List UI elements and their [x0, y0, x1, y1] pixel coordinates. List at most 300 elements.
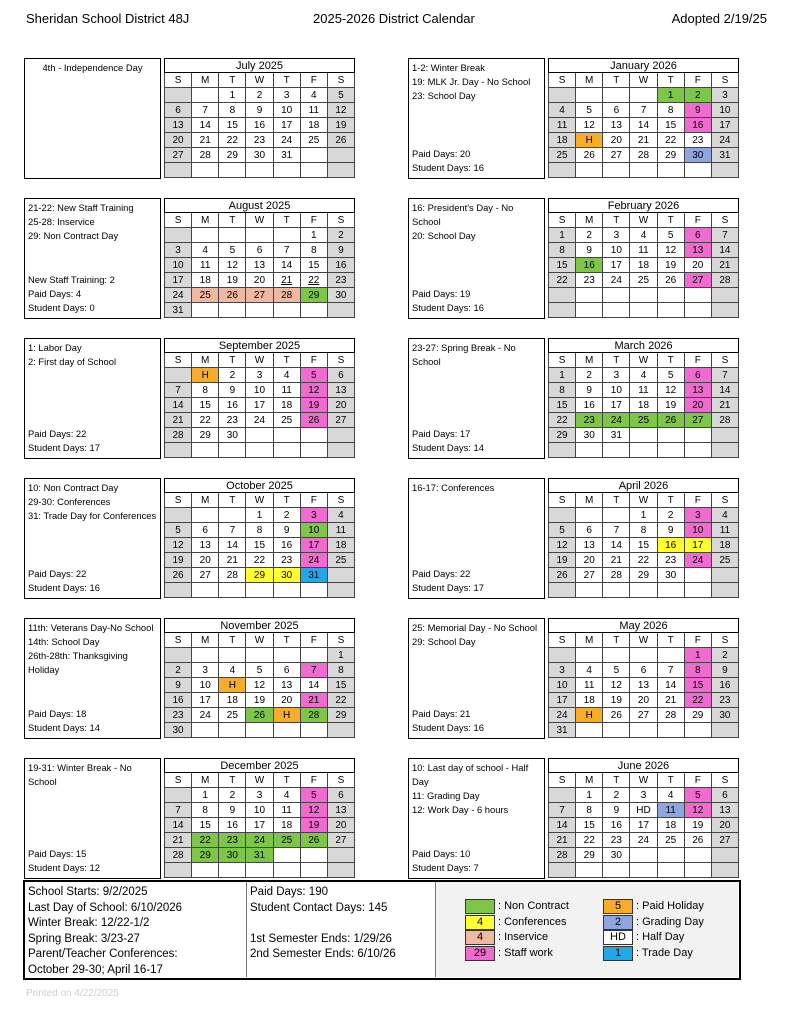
event-list	[28, 341, 157, 369]
day-cell: 19	[219, 273, 246, 288]
day-cell: 20	[684, 258, 711, 273]
day-cell: 22	[192, 413, 219, 428]
day-cell: 5	[657, 368, 684, 383]
day-cell: 16	[246, 118, 273, 133]
weekday-label: S	[711, 633, 738, 648]
day-cell: 23	[273, 553, 300, 568]
day-cell	[549, 303, 576, 318]
event-list	[28, 201, 157, 243]
day-cell: 2	[576, 228, 603, 243]
weekday-label: M	[192, 73, 219, 88]
district-name: Sheridan School District 48J	[26, 11, 190, 26]
day-cell	[630, 88, 657, 103]
day-cell: 10	[246, 803, 273, 818]
day-cell	[300, 428, 327, 443]
day-cell: 18	[630, 398, 657, 413]
weekday-label: S	[549, 73, 576, 88]
day-cell	[327, 148, 354, 163]
event-item: 2: First day of School	[28, 356, 117, 367]
day-cell	[192, 303, 219, 318]
day-cell: 8	[192, 383, 219, 398]
weekday-label: F	[684, 633, 711, 648]
day-cell: 26	[684, 833, 711, 848]
day-cell: 30	[246, 148, 273, 163]
day-cell: 12	[549, 538, 576, 553]
day-cell: 1	[657, 88, 684, 103]
day-cell: 3	[300, 508, 327, 523]
day-cell: 8	[300, 243, 327, 258]
day-cell	[300, 163, 327, 178]
weekday-label: T	[273, 353, 300, 368]
day-cell: 20	[246, 273, 273, 288]
day-cell: 8	[327, 663, 354, 678]
weekday-label: M	[192, 773, 219, 788]
day-cell: 15	[630, 538, 657, 553]
day-cell: 11	[630, 383, 657, 398]
weekday-label: S	[327, 773, 354, 788]
day-cell	[657, 163, 684, 178]
day-cell: 22	[549, 273, 576, 288]
weekday-label: S	[165, 353, 192, 368]
day-cell: 19	[300, 398, 327, 413]
day-cell	[657, 428, 684, 443]
day-cell: 27	[711, 833, 738, 848]
week-row	[549, 568, 739, 583]
week-row	[549, 428, 739, 443]
weekday-label: T	[603, 73, 630, 88]
day-cell	[630, 163, 657, 178]
event-item: 23: School Day	[412, 90, 476, 101]
day-cell: 4	[576, 663, 603, 678]
legend-label: : Non Contract	[498, 900, 569, 912]
event-item: 10: Non Contract Day	[28, 482, 119, 493]
day-cell	[273, 228, 300, 243]
day-cell: 1	[219, 88, 246, 103]
day-cell	[165, 88, 192, 103]
day-cell	[549, 583, 576, 598]
day-cell: 18	[657, 818, 684, 833]
day-cell: 1	[576, 788, 603, 803]
day-cell	[273, 863, 300, 878]
weekday-label: W	[630, 633, 657, 648]
weekday-label: T	[657, 353, 684, 368]
day-cell: 6	[630, 663, 657, 678]
day-cell: 27	[684, 413, 711, 428]
day-cell: 21	[549, 833, 576, 848]
weekday-header	[549, 353, 739, 368]
day-cell: HD	[630, 803, 657, 818]
week-row	[165, 118, 355, 133]
day-cell: 2	[219, 788, 246, 803]
week-row	[165, 693, 355, 708]
month-stats	[28, 273, 115, 315]
day-cell	[711, 303, 738, 318]
day-cell	[192, 863, 219, 878]
day-cell: 17	[603, 258, 630, 273]
day-cell	[246, 303, 273, 318]
day-cell	[603, 863, 630, 878]
weekday-header	[549, 633, 739, 648]
day-cell: 15	[327, 678, 354, 693]
day-cell	[684, 303, 711, 318]
day-cell: 8	[192, 803, 219, 818]
month-title: April 2026	[549, 479, 739, 493]
day-cell: 2	[165, 663, 192, 678]
day-cell	[549, 863, 576, 878]
day-cell: 30	[165, 723, 192, 738]
day-cell: 21	[192, 133, 219, 148]
weekday-label: T	[219, 773, 246, 788]
day-cell: 13	[273, 678, 300, 693]
weekday-label: W	[246, 633, 273, 648]
month-title: July 2025	[165, 59, 355, 73]
day-cell	[192, 443, 219, 458]
day-cell: 3	[246, 788, 273, 803]
day-cell: 15	[549, 258, 576, 273]
weekday-label: T	[219, 213, 246, 228]
day-cell: 21	[711, 258, 738, 273]
day-cell: 26	[657, 413, 684, 428]
day-cell	[273, 583, 300, 598]
key-date: October 29-30; April 16-17	[28, 963, 163, 976]
day-cell: 17	[246, 818, 273, 833]
printed-date: Printed on 4/22/2025	[26, 988, 119, 999]
event-item: 23-27: Spring Break - No School	[412, 342, 516, 367]
event-item: 14th: School Day	[28, 636, 100, 647]
weekday-label: S	[327, 73, 354, 88]
day-cell: 3	[246, 368, 273, 383]
weekday-label: T	[219, 73, 246, 88]
total-line	[250, 916, 432, 932]
day-cell: 30	[576, 428, 603, 443]
day-cell	[273, 303, 300, 318]
weekday-label: W	[246, 353, 273, 368]
notes-march-2026	[408, 338, 545, 459]
week-row	[549, 693, 739, 708]
day-cell: 12	[684, 803, 711, 818]
weekday-label: T	[657, 633, 684, 648]
weekday-label: F	[300, 73, 327, 88]
weekday-label: S	[711, 493, 738, 508]
week-row	[165, 243, 355, 258]
weekday-label: S	[165, 213, 192, 228]
week-row	[165, 708, 355, 723]
weekday-label: S	[327, 353, 354, 368]
month-stats	[28, 847, 100, 875]
day-cell: 5	[219, 243, 246, 258]
event-item: 12: Work Day - 6 hours	[412, 804, 509, 815]
day-cell: 11	[273, 383, 300, 398]
weekday-label: T	[603, 633, 630, 648]
day-cell	[711, 583, 738, 598]
day-cell: 13	[630, 678, 657, 693]
day-cell: 7	[192, 103, 219, 118]
day-cell: 20	[165, 133, 192, 148]
day-cell: 17	[684, 538, 711, 553]
legend-label: : Staff work	[498, 946, 553, 959]
day-cell	[165, 443, 192, 458]
weekday-label: W	[630, 493, 657, 508]
weekday-label: T	[603, 773, 630, 788]
event-item: 1-2: Winter Break	[412, 62, 485, 73]
day-cell: 8	[684, 663, 711, 678]
weekday-label: F	[300, 493, 327, 508]
key-dates	[25, 882, 247, 977]
day-cell: 21	[165, 413, 192, 428]
event-item: 25-28: Inservice	[28, 216, 95, 227]
day-cell	[684, 723, 711, 738]
day-cell	[630, 428, 657, 443]
day-cell	[630, 303, 657, 318]
day-cell: 1	[327, 648, 354, 663]
month-table	[164, 338, 355, 458]
day-cell: 16	[327, 258, 354, 273]
day-cell: 4	[192, 243, 219, 258]
day-cell: 18	[219, 693, 246, 708]
day-cell	[576, 583, 603, 598]
day-cell: 13	[603, 118, 630, 133]
day-cell: 7	[165, 803, 192, 818]
week-row	[165, 523, 355, 538]
stat-item: Student Days: 17	[28, 442, 100, 453]
month-stats	[412, 567, 484, 595]
day-cell: 4	[711, 508, 738, 523]
day-cell: 16	[684, 118, 711, 133]
day-cell: 26	[657, 273, 684, 288]
day-cell: 14	[165, 398, 192, 413]
legend	[436, 882, 738, 977]
day-cell	[192, 648, 219, 663]
day-cell: 23	[657, 553, 684, 568]
day-cell: 24	[711, 133, 738, 148]
day-cell: 3	[603, 368, 630, 383]
day-cell: 9	[603, 803, 630, 818]
week-row	[165, 833, 355, 848]
day-cell	[711, 443, 738, 458]
day-cell	[576, 508, 603, 523]
day-cell: 5	[300, 368, 327, 383]
stat-item: Student Days: 16	[412, 302, 484, 313]
day-cell	[549, 648, 576, 663]
week-row	[549, 803, 739, 818]
legend-item-cf	[465, 915, 566, 930]
day-cell: 24	[165, 288, 192, 303]
day-cell: 24	[192, 708, 219, 723]
weekday-label: W	[630, 353, 657, 368]
stat-item: Student Days: 7	[412, 862, 479, 873]
day-cell: 31	[711, 148, 738, 163]
calendar-november-2025	[164, 618, 355, 738]
day-cell: 12	[300, 383, 327, 398]
day-cell: 6	[603, 103, 630, 118]
day-cell: 11	[549, 118, 576, 133]
day-cell: 17	[165, 273, 192, 288]
week-row	[165, 848, 355, 863]
day-cell: 3	[684, 508, 711, 523]
week-row	[165, 803, 355, 818]
day-cell: 19	[300, 818, 327, 833]
month-stats	[28, 567, 100, 595]
day-cell: 7	[630, 103, 657, 118]
day-cell	[219, 863, 246, 878]
weekday-label: M	[576, 353, 603, 368]
day-cell: 10	[603, 243, 630, 258]
day-cell: 16	[165, 693, 192, 708]
legend-swatch: HD	[603, 930, 633, 945]
day-cell: 12	[657, 243, 684, 258]
day-cell	[219, 443, 246, 458]
day-cell: 3	[603, 228, 630, 243]
day-cell: 31	[603, 428, 630, 443]
day-cell: 20	[603, 133, 630, 148]
weekday-label: M	[576, 773, 603, 788]
day-cell: 18	[192, 273, 219, 288]
day-cell	[576, 288, 603, 303]
month-table	[548, 198, 739, 318]
day-cell: 13	[684, 243, 711, 258]
event-list	[28, 761, 157, 789]
day-cell: 22	[630, 553, 657, 568]
day-cell: 20	[684, 398, 711, 413]
day-cell: 14	[300, 678, 327, 693]
day-cell: 30	[711, 708, 738, 723]
week-row	[549, 88, 739, 103]
week-row	[549, 723, 739, 738]
weekday-label: M	[192, 633, 219, 648]
weekday-label: S	[549, 213, 576, 228]
day-cell: 1	[549, 368, 576, 383]
weekday-header	[549, 773, 739, 788]
day-cell: 15	[192, 398, 219, 413]
week-row	[165, 428, 355, 443]
month-title: September 2025	[165, 339, 355, 353]
legend-label: : Half Day	[636, 931, 685, 943]
weekday-header	[165, 353, 355, 368]
day-cell	[192, 88, 219, 103]
event-list	[28, 621, 157, 677]
day-cell: 11	[300, 103, 327, 118]
week-row	[549, 648, 739, 663]
stat-item: Paid Days: 22	[28, 568, 87, 579]
notes-june-2026	[408, 758, 545, 879]
stat-item: Paid Days: 4	[28, 288, 82, 299]
day-cell: 13	[165, 118, 192, 133]
weekday-header	[165, 213, 355, 228]
key-date: Last Day of School: 6/10/2026	[28, 901, 183, 914]
day-cell: 5	[165, 523, 192, 538]
weekday-label: T	[657, 773, 684, 788]
event-list	[412, 341, 541, 369]
notes-november-2025	[24, 618, 161, 739]
weekday-label: T	[657, 493, 684, 508]
day-cell: 29	[192, 848, 219, 863]
stat-item: Paid Days: 21	[412, 708, 471, 719]
day-cell	[165, 583, 192, 598]
day-cell: H	[576, 708, 603, 723]
day-cell: 25	[273, 833, 300, 848]
day-cell	[603, 583, 630, 598]
day-cell	[657, 723, 684, 738]
month-title: May 2026	[549, 619, 739, 633]
day-cell	[576, 163, 603, 178]
day-cell: 28	[192, 148, 219, 163]
weekday-label: S	[711, 353, 738, 368]
day-cell: 16	[603, 818, 630, 833]
day-cell: 27	[192, 568, 219, 583]
event-item: 1: Labor Day	[28, 342, 82, 353]
legend-swatch: 4	[465, 915, 495, 930]
event-item: 29: School Day	[412, 636, 476, 647]
day-cell: 24	[549, 708, 576, 723]
day-cell: 31	[246, 848, 273, 863]
week-row	[549, 553, 739, 568]
month-table	[548, 338, 739, 458]
total-line: Student Contact Days: 145	[250, 901, 388, 914]
day-cell	[657, 648, 684, 663]
day-cell: 10	[165, 258, 192, 273]
event-item: 21-22: New Staff Training	[28, 202, 134, 213]
day-cell	[549, 443, 576, 458]
weekday-label: M	[576, 493, 603, 508]
week-row	[549, 833, 739, 848]
weekday-label: F	[300, 773, 327, 788]
day-cell: 19	[327, 118, 354, 133]
day-cell	[219, 228, 246, 243]
day-cell: 8	[657, 103, 684, 118]
day-cell: 9	[219, 803, 246, 818]
day-cell: 15	[246, 538, 273, 553]
day-cell: 29	[630, 568, 657, 583]
day-cell: 21	[165, 833, 192, 848]
day-cell: 24	[603, 273, 630, 288]
day-cell	[192, 508, 219, 523]
day-cell: 9	[273, 523, 300, 538]
day-cell: 14	[630, 118, 657, 133]
weekday-label: F	[300, 633, 327, 648]
week-row	[165, 398, 355, 413]
weekday-label: S	[165, 493, 192, 508]
day-cell	[273, 163, 300, 178]
month-table	[548, 618, 739, 738]
event-list	[412, 621, 541, 649]
day-cell: 26	[246, 708, 273, 723]
weekday-label: W	[246, 73, 273, 88]
stat-item: Student Days: 16	[28, 582, 100, 593]
day-cell: 27	[684, 273, 711, 288]
day-cell: 12	[300, 803, 327, 818]
week-row	[165, 583, 355, 598]
day-cell: 24	[246, 413, 273, 428]
weekday-header	[165, 73, 355, 88]
day-cell: 26	[603, 708, 630, 723]
day-cell: 26	[300, 833, 327, 848]
day-cell: 22	[576, 833, 603, 848]
weekday-label: W	[246, 773, 273, 788]
day-cell: 14	[549, 818, 576, 833]
day-cell: 26	[327, 133, 354, 148]
day-cell: 18	[576, 693, 603, 708]
day-cell: 2	[684, 88, 711, 103]
event-item: 10: Last day of school - Half Day	[412, 762, 529, 787]
day-cell	[684, 863, 711, 878]
notes-april-2026	[408, 478, 545, 599]
day-cell: 22	[549, 413, 576, 428]
month-title: February 2026	[549, 199, 739, 213]
event-list	[412, 761, 541, 817]
weekday-label: S	[327, 633, 354, 648]
day-cell: 11	[657, 803, 684, 818]
day-cell: 19	[657, 398, 684, 413]
